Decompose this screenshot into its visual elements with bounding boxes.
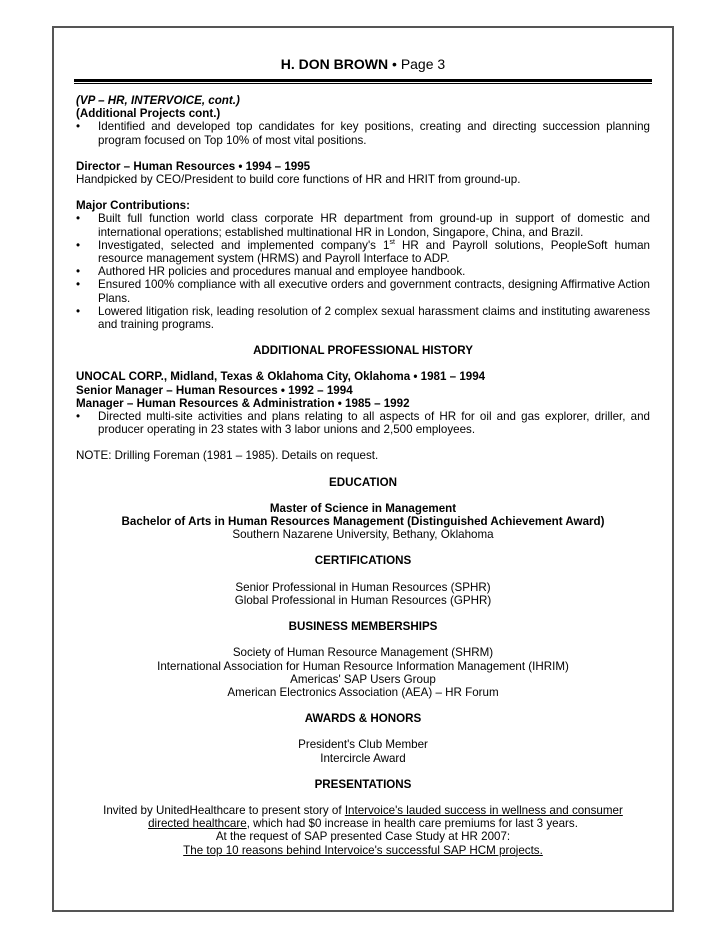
bachelors-degree: Bachelor of Arts in Human Resources Management (Distinguished Achievement Award) xyxy=(121,515,605,529)
presentation-link-directed-healthcare[interactable]: directed healthcare xyxy=(148,817,247,831)
list-item: • Ensured 100% compliance with all executive orders and government contracts, designing Affirmative Action Plans. xyxy=(76,278,650,305)
bullet-icon: • xyxy=(76,410,81,424)
presentation-link-intervoice-success[interactable]: Intervoice's lauded success in wellness and consumer xyxy=(344,803,623,817)
bullet-icon: • xyxy=(76,120,81,134)
unocal-company-line: UNOCAL CORP., Midland, Texas & Oklahoma City, Oklahoma • 1981 – 1994 xyxy=(76,370,486,384)
resume-page xyxy=(76,56,650,857)
list-item: • Investigated, selected and implemented company's 1st HR and Payroll solutions, PeopleSoft human resource management system (HRMS) and Payroll Interface to ADP. xyxy=(76,238,650,266)
header-rule-thick xyxy=(74,79,652,82)
bullet-icon: • xyxy=(76,238,81,252)
projects-bullet-list xyxy=(76,120,650,146)
major-contributions-label: Major Contributions: xyxy=(76,199,190,213)
list-item: • Built full function world class corporate HR department from ground-up in support of domestic and international operations; established multinational HR in London, Singapore, China, and Brazil. xyxy=(76,212,650,239)
page-header xyxy=(76,56,650,72)
school-name: Southern Nazarene University, Bethany, Oklahoma xyxy=(232,528,494,542)
additional-history-heading: ADDITIONAL PROFESSIONAL HISTORY xyxy=(253,344,473,358)
unocal-role-manager: Manager – Human Resources & Administration • 1985 – 1992 xyxy=(76,396,410,410)
bullet-icon: • xyxy=(76,278,81,292)
presentation-line-2: directed healthcare, which had $0 increase in health care premiums for last 3 years. xyxy=(148,817,578,831)
certifications-heading: CERTIFICATIONS xyxy=(314,554,412,568)
contributions-list xyxy=(76,212,650,331)
awards-heading: AWARDS & HONORS xyxy=(304,712,422,726)
list-item: • Lowered litigation risk, leading resolution of 2 complex sexual harassment claims and instituting awareness and training programs. xyxy=(76,304,650,332)
bullet-icon: • xyxy=(76,265,81,279)
director-title: Director – Human Resources • 1994 – 1995 xyxy=(76,159,311,173)
page-number: Page 3 xyxy=(400,56,446,72)
unocal-role-senior-manager: Senior Manager – Human Resources • 1992 – 1994 xyxy=(76,383,353,397)
masters-degree: Master of Science in Management xyxy=(269,501,457,515)
presentation-line-4 xyxy=(76,844,650,857)
award-item: Intercircle Award xyxy=(320,751,406,765)
presentation-line-3: At the request of SAP presented Case Study at HR 2007: xyxy=(215,830,511,844)
header-separator: • xyxy=(392,56,397,72)
drilling-foreman-note: NOTE: Drilling Foreman (1981 – 1985). Details on request. xyxy=(76,449,379,463)
membership-item: International Association for Human Resource Information Management (IHRIM) xyxy=(157,659,569,673)
director-description: Handpicked by CEO/President to build core functions of HR and HRIT from ground-up. xyxy=(76,173,521,187)
list-item: • Directed multi-site activities and plans relating to all aspects of HR for oil and gas explorer, driller, and producer operating in 23 states with 3 labor unions and 2,500 employees. xyxy=(76,410,650,437)
unocal-bullet-list xyxy=(76,410,650,436)
membership-item: Americas' SAP Users Group xyxy=(290,672,436,686)
award-item: President's Club Member xyxy=(298,738,428,752)
candidate-name: H. DON BROWN xyxy=(280,56,389,72)
presentations-heading: PRESENTATIONS xyxy=(314,777,412,791)
projects-cont-title: (Additional Projects cont.) xyxy=(76,107,221,121)
bullet-icon: • xyxy=(76,304,81,318)
membership-item: American Electronics Association (AEA) – HR Forum xyxy=(227,685,499,699)
certification-item: Senior Professional in Human Resources (SPHR) xyxy=(235,580,491,594)
education-heading: EDUCATION xyxy=(328,475,398,489)
list-item: • Authored HR policies and procedures manual and employee handbook. xyxy=(76,265,466,279)
list-item: • Identified and developed top candidates for key positions, creating and directing succession planning program focused on Top 10% of most vital positions. xyxy=(76,120,650,147)
header-rule-thin xyxy=(74,83,652,84)
intervoice-cont-title: (VP – HR, INTERVOICE, cont.) xyxy=(76,94,240,107)
certification-item: Global Professional in Human Resources (GPHR) xyxy=(234,593,492,607)
membership-item: Society of Human Resource Management (SHRM) xyxy=(232,646,494,660)
bullet-icon: • xyxy=(76,212,81,226)
presentation-link-sap-hcm[interactable]: The top 10 reasons behind Intervoice's successful SAP HCM projects. xyxy=(183,843,543,857)
presentation-line-1: Invited by UnitedHealthcare to present story of Intervoice's lauded success in wellness and consumer xyxy=(103,803,623,817)
memberships-heading: BUSINESS MEMBERSHIPS xyxy=(288,620,438,634)
